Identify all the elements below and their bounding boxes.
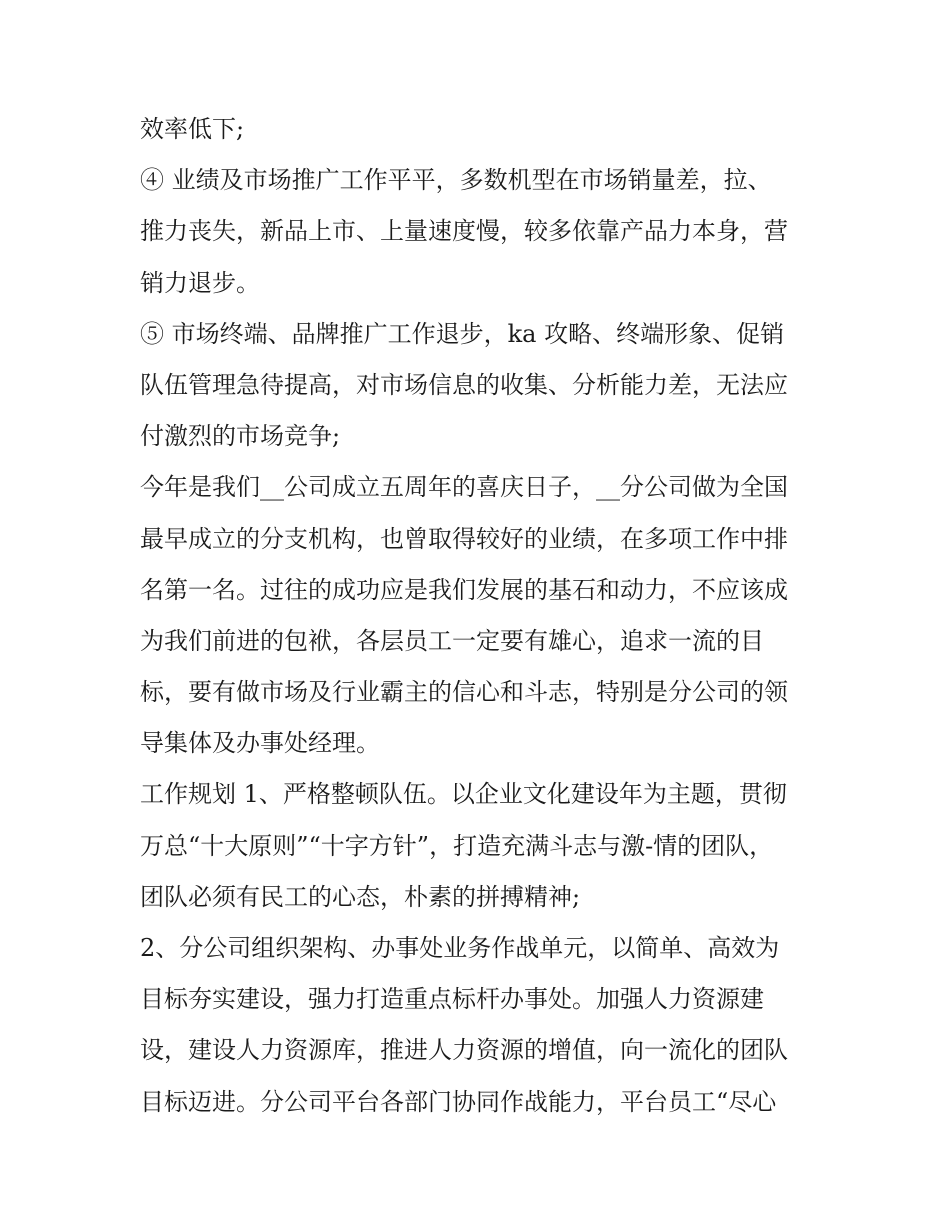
text-line: 销力退步。: [140, 268, 260, 297]
text-line: 今年是我们__公司成立五周年的喜庆日子，__分公司做为全国: [140, 473, 788, 502]
text-line: 付激烈的市场竞争;: [140, 422, 341, 451]
text-line: 为我们前进的包袱，各层员工一定要有雄心，追求一流的目: [140, 626, 764, 655]
text-line: 目标迈进。分公司平台各部门协同作战能力，平台员工“尽心: [140, 1087, 777, 1116]
text-line: 目标夯实建设，强力打造重点标杆办事处。加强人力资源建: [140, 985, 764, 1014]
text-line: 2、分公司组织架构、办事处业务作战单元，以简单、高效为: [140, 934, 780, 962]
text-line: 名第一名。过往的成功应是我们发展的基石和动力，不应该成: [140, 575, 788, 604]
text-line: 万总“十大原则”“十字方针”，打造充满斗志与激-情的团队，: [140, 831, 774, 860]
text-line: ⑤ 市场终端、品牌推广工作退步，ka 攻略、终端形象、促销: [140, 319, 785, 348]
text-line: 队伍管理急待提高，对市场信息的收集、分析能力差，无法应: [140, 370, 788, 399]
text-line: 标，要有做市场及行业霸主的信心和斗志，特别是分公司的领: [140, 678, 788, 707]
text-line: 效率低下;: [140, 115, 245, 143]
text-line: ④ 业绩及市场推广工作平平，多数机型在市场销量差，拉、: [140, 166, 772, 195]
text-line: 最早成立的分支机构，也曾取得较好的业绩，在多项工作中排: [140, 524, 788, 553]
text-line: 工作规划 1、严格整顿队伍。以企业文化建设年为主题，贯彻: [140, 780, 787, 809]
text-line: 设，建设人力资源库，推进人力资源的增值，向一流化的团队: [140, 1036, 788, 1065]
text-line: 团队必须有民工的心态，朴素的拼搏精神;: [140, 882, 581, 911]
text-line: 推力丧失，新品上市、上量速度慢，较多依靠产品力本身，营: [140, 217, 788, 246]
document-body: [140, 107, 815, 1131]
text-line: 导集体及办事处经理。: [140, 729, 380, 758]
